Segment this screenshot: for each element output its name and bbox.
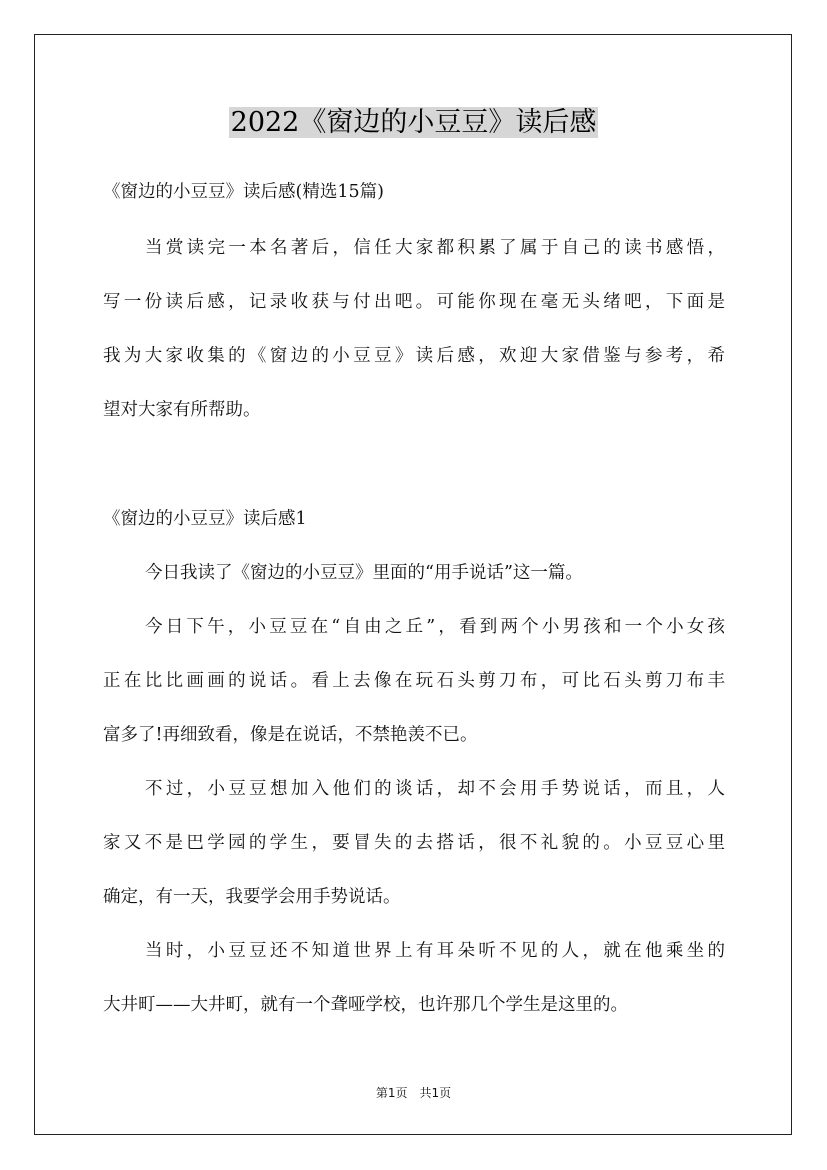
paragraph-line: 确定，有一天，我要学会用手势说话。 [103, 887, 401, 907]
title-text: 2022《窗边的小豆豆》读后感 [230, 107, 597, 138]
paragraph-line: 今日我读了《窗边的小豆豆》里面的“用手说话”这一篇。 [145, 563, 583, 583]
intro-line-2: 写一份读后感，记录收获与付出吧。可能你现在毫无头绪吧，下面是 [103, 292, 725, 312]
paragraph-line: 家又不是巴学园的学生，要冒失的去搭话，很不礼貌的。小豆豆心里 [103, 833, 725, 853]
paragraph-line: 大井町——大井町，就有一个聋哑学校，也许那几个学生是这里的。 [103, 995, 628, 1015]
document-title [0, 103, 827, 143]
intro-line-3: 我为大家收集的《窗边的小豆豆》读后感，欢迎大家借鉴与参考，希 [103, 346, 725, 366]
intro-line-1: 当赏读完一本名著后，信任大家都积累了属于自己的读书感悟， [145, 238, 725, 258]
paragraph-line: 不过，小豆豆想加入他们的谈话，却不会用手势说话，而且，人 [145, 779, 725, 799]
intro-line-4: 望对大家有所帮助。 [103, 400, 261, 420]
paragraph-line: 当时，小豆豆还不知道世界上有耳朵听不见的人，就在他乘坐的 [145, 941, 725, 961]
paragraph-line: 今日下午，小豆豆在“自由之丘”，看到两个小男孩和一个小女孩 [145, 617, 725, 637]
section-heading: 《窗边的小豆豆》读后感1 [103, 509, 307, 529]
page-footer: 第1页 共1页 [375, 1086, 452, 1100]
paragraph-line: 富多了!再细致看，像是在说话，不禁艳羡不已。 [103, 725, 478, 745]
paragraph-line: 正在比比画画的说话。看上去像在玩石头剪刀布，可比石头剪刀布丰 [103, 671, 725, 691]
subtitle: 《窗边的小豆豆》读后感(精选15篇) [103, 182, 384, 202]
